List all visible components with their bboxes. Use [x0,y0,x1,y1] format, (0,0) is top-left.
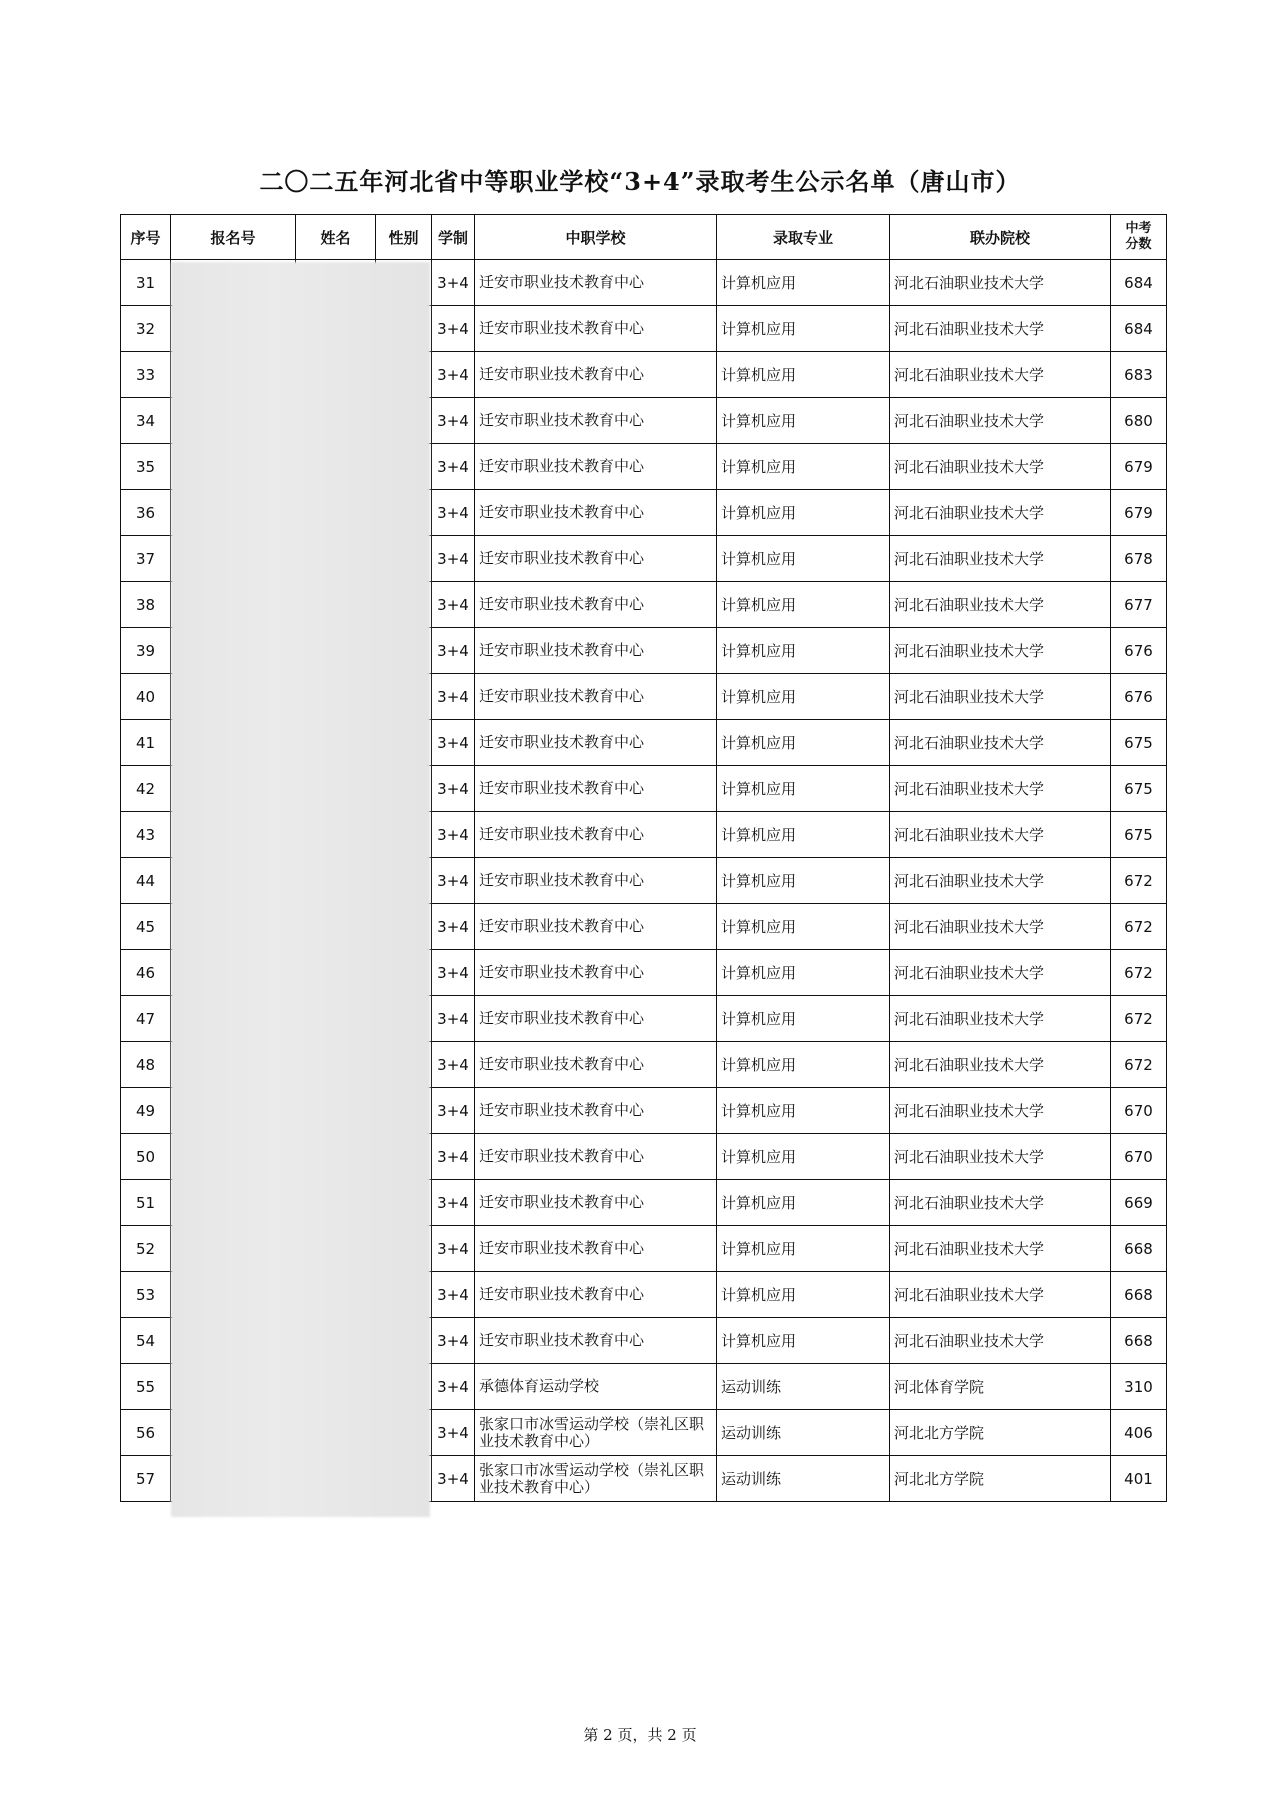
cell-score: 675 [1111,766,1167,812]
cell-school: 迁安市职业技术教育中心 [475,1042,717,1088]
cell-school: 迁安市职业技术教育中心 [475,1226,717,1272]
cell-college: 河北石油职业技术大学 [890,628,1111,674]
cell-system: 3+4 [432,674,475,720]
cell-major: 运动训练 [717,1456,890,1502]
cell-school: 迁安市职业技术教育中心 [475,398,717,444]
cell-seq: 35 [121,444,171,490]
page-title: 二〇二五年河北省中等职业学校“3+4”录取考生公示名单（唐山市） [259,167,1021,196]
cell-school: 迁安市职业技术教育中心 [475,904,717,950]
cell-college: 河北石油职业技术大学 [890,904,1111,950]
cell-seq: 31 [121,260,171,306]
cell-seq: 57 [121,1456,171,1502]
cell-seq: 43 [121,812,171,858]
cell-college: 河北石油职业技术大学 [890,260,1111,306]
cell-major: 计算机应用 [717,1042,890,1088]
cell-major: 计算机应用 [717,306,890,352]
cell-school: 迁安市职业技术教育中心 [475,536,717,582]
cell-seq: 42 [121,766,171,812]
cell-school: 迁安市职业技术教育中心 [475,1134,717,1180]
col-system: 学制 [432,215,475,260]
cell-school: 迁安市职业技术教育中心 [475,720,717,766]
cell-seq: 54 [121,1318,171,1364]
cell-seq: 51 [121,1180,171,1226]
cell-score: 675 [1111,812,1167,858]
col-college: 联办院校 [890,215,1111,260]
cell-school: 迁安市职业技术教育中心 [475,766,717,812]
cell-major: 运动训练 [717,1364,890,1410]
cell-major: 计算机应用 [717,674,890,720]
cell-score: 683 [1111,352,1167,398]
cell-major: 计算机应用 [717,1088,890,1134]
cell-score: 672 [1111,904,1167,950]
cell-school: 迁安市职业技术教育中心 [475,1180,717,1226]
cell-score: 668 [1111,1226,1167,1272]
cell-score: 406 [1111,1410,1167,1456]
cell-score: 669 [1111,1180,1167,1226]
cell-school: 迁安市职业技术教育中心 [475,674,717,720]
cell-system: 3+4 [432,536,475,582]
cell-system: 3+4 [432,1226,475,1272]
cell-major: 计算机应用 [717,490,890,536]
cell-seq: 41 [121,720,171,766]
cell-score: 672 [1111,858,1167,904]
cell-major: 计算机应用 [717,1318,890,1364]
cell-system: 3+4 [432,904,475,950]
col-seq: 序号 [121,215,171,260]
cell-system: 3+4 [432,444,475,490]
cell-system: 3+4 [432,1042,475,1088]
cell-college: 河北北方学院 [890,1456,1111,1502]
cell-college: 河北石油职业技术大学 [890,1180,1111,1226]
cell-system: 3+4 [432,1180,475,1226]
cell-school: 张家口市冰雪运动学校（崇礼区职业技术教育中心） [475,1456,717,1502]
cell-college: 河北石油职业技术大学 [890,674,1111,720]
cell-seq: 56 [121,1410,171,1456]
cell-school: 迁安市职业技术教育中心 [475,306,717,352]
cell-college: 河北石油职业技术大学 [890,766,1111,812]
redacted-area [171,262,430,1517]
cell-school: 迁安市职业技术教育中心 [475,1272,717,1318]
cell-school: 迁安市职业技术教育中心 [475,444,717,490]
cell-college: 河北石油职业技术大学 [890,306,1111,352]
cell-major: 计算机应用 [717,536,890,582]
cell-system: 3+4 [432,260,475,306]
cell-score: 684 [1111,306,1167,352]
cell-seq: 44 [121,858,171,904]
cell-score: 310 [1111,1364,1167,1410]
cell-score: 677 [1111,582,1167,628]
cell-major: 运动训练 [717,1410,890,1456]
cell-system: 3+4 [432,628,475,674]
cell-system: 3+4 [432,398,475,444]
cell-major: 计算机应用 [717,904,890,950]
cell-score: 672 [1111,950,1167,996]
cell-major: 计算机应用 [717,858,890,904]
cell-seq: 38 [121,582,171,628]
col-gender: 性别 [376,215,432,260]
cell-system: 3+4 [432,996,475,1042]
page-footer: 第 2 页，共 2 页 [583,1726,697,1744]
cell-school: 迁安市职业技术教育中心 [475,812,717,858]
cell-score: 680 [1111,398,1167,444]
cell-score: 679 [1111,490,1167,536]
cell-system: 3+4 [432,490,475,536]
cell-college: 河北石油职业技术大学 [890,1088,1111,1134]
cell-score: 668 [1111,1318,1167,1364]
cell-college: 河北石油职业技术大学 [890,950,1111,996]
cell-school: 迁安市职业技术教育中心 [475,582,717,628]
cell-major: 计算机应用 [717,582,890,628]
cell-college: 河北石油职业技术大学 [890,1226,1111,1272]
cell-score: 670 [1111,1088,1167,1134]
cell-system: 3+4 [432,1272,475,1318]
col-major: 录取专业 [717,215,890,260]
cell-school: 迁安市职业技术教育中心 [475,490,717,536]
cell-school: 迁安市职业技术教育中心 [475,950,717,996]
cell-college: 河北石油职业技术大学 [890,352,1111,398]
cell-system: 3+4 [432,306,475,352]
cell-school: 迁安市职业技术教育中心 [475,1088,717,1134]
cell-school: 承德体育运动学校 [475,1364,717,1410]
cell-score: 675 [1111,720,1167,766]
cell-school: 迁安市职业技术教育中心 [475,260,717,306]
col-school: 中职学校 [475,215,717,260]
cell-system: 3+4 [432,950,475,996]
cell-score: 676 [1111,628,1167,674]
cell-major: 计算机应用 [717,1134,890,1180]
col-reg: 报名号 [171,215,296,260]
cell-system: 3+4 [432,582,475,628]
cell-seq: 50 [121,1134,171,1180]
cell-major: 计算机应用 [717,260,890,306]
cell-college: 河北石油职业技术大学 [890,1272,1111,1318]
cell-major: 计算机应用 [717,352,890,398]
cell-major: 计算机应用 [717,812,890,858]
cell-seq: 55 [121,1364,171,1410]
cell-seq: 34 [121,398,171,444]
cell-college: 河北石油职业技术大学 [890,996,1111,1042]
col-score: 中考分数 [1111,215,1167,260]
cell-major: 计算机应用 [717,628,890,674]
cell-seq: 40 [121,674,171,720]
cell-college: 河北石油职业技术大学 [890,1042,1111,1088]
header-row [121,215,1167,260]
cell-major: 计算机应用 [717,1226,890,1272]
cell-score: 668 [1111,1272,1167,1318]
cell-system: 3+4 [432,1318,475,1364]
cell-system: 3+4 [432,1088,475,1134]
cell-seq: 47 [121,996,171,1042]
cell-school: 迁安市职业技术教育中心 [475,628,717,674]
cell-system: 3+4 [432,1134,475,1180]
cell-seq: 46 [121,950,171,996]
cell-system: 3+4 [432,720,475,766]
cell-college: 河北石油职业技术大学 [890,1318,1111,1364]
cell-score: 679 [1111,444,1167,490]
cell-seq: 36 [121,490,171,536]
cell-college: 河北石油职业技术大学 [890,720,1111,766]
cell-college: 河北石油职业技术大学 [890,398,1111,444]
cell-major: 计算机应用 [717,996,890,1042]
cell-seq: 49 [121,1088,171,1134]
cell-college: 河北石油职业技术大学 [890,858,1111,904]
cell-score: 676 [1111,674,1167,720]
cell-college: 河北石油职业技术大学 [890,582,1111,628]
cell-seq: 53 [121,1272,171,1318]
cell-seq: 48 [121,1042,171,1088]
cell-seq: 33 [121,352,171,398]
cell-score: 672 [1111,996,1167,1042]
cell-score: 678 [1111,536,1167,582]
cell-score: 684 [1111,260,1167,306]
col-name: 姓名 [296,215,376,260]
cell-system: 3+4 [432,812,475,858]
cell-score: 401 [1111,1456,1167,1502]
cell-score: 670 [1111,1134,1167,1180]
cell-school: 迁安市职业技术教育中心 [475,996,717,1042]
cell-major: 计算机应用 [717,766,890,812]
cell-seq: 52 [121,1226,171,1272]
cell-college: 河北石油职业技术大学 [890,444,1111,490]
cell-school: 迁安市职业技术教育中心 [475,858,717,904]
cell-score: 672 [1111,1042,1167,1088]
cell-major: 计算机应用 [717,720,890,766]
cell-system: 3+4 [432,1364,475,1410]
cell-major: 计算机应用 [717,398,890,444]
cell-seq: 32 [121,306,171,352]
cell-college: 河北石油职业技术大学 [890,536,1111,582]
cell-college: 河北北方学院 [890,1410,1111,1456]
cell-major: 计算机应用 [717,1180,890,1226]
cell-school: 迁安市职业技术教育中心 [475,352,717,398]
cell-major: 计算机应用 [717,1272,890,1318]
cell-system: 3+4 [432,1456,475,1502]
cell-college: 河北石油职业技术大学 [890,812,1111,858]
cell-seq: 45 [121,904,171,950]
cell-system: 3+4 [432,352,475,398]
cell-seq: 39 [121,628,171,674]
cell-system: 3+4 [432,1410,475,1456]
cell-college: 河北体育学院 [890,1364,1111,1410]
cell-major: 计算机应用 [717,950,890,996]
cell-major: 计算机应用 [717,444,890,490]
cell-seq: 37 [121,536,171,582]
cell-system: 3+4 [432,858,475,904]
cell-school: 张家口市冰雪运动学校（崇礼区职业技术教育中心） [475,1410,717,1456]
cell-college: 河北石油职业技术大学 [890,490,1111,536]
cell-system: 3+4 [432,766,475,812]
cell-college: 河北石油职业技术大学 [890,1134,1111,1180]
cell-school: 迁安市职业技术教育中心 [475,1318,717,1364]
